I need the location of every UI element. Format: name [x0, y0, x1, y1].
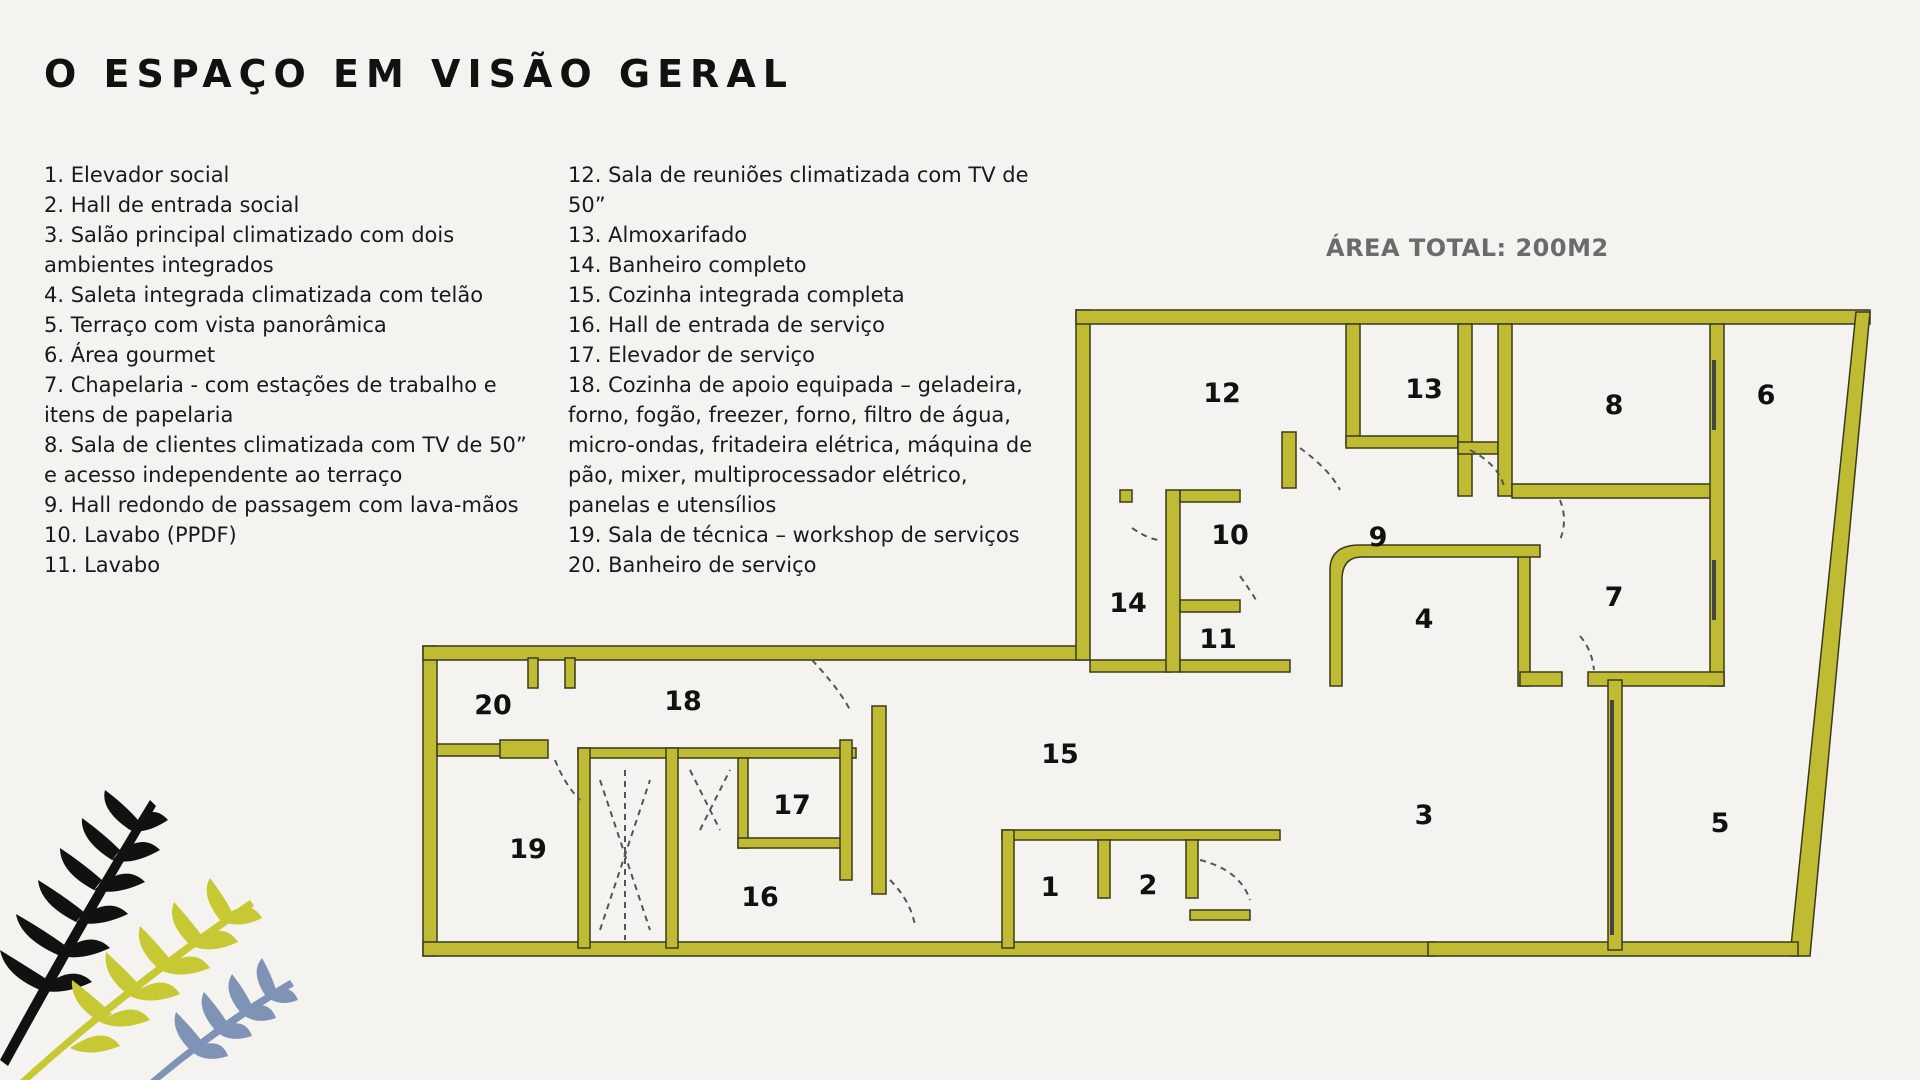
floor-plan-walls — [423, 310, 1870, 956]
room-number: 1 — [1040, 872, 1060, 903]
legend-item: 8. Sala de clientes climatizada com TV de 50” e acesso independente ao terraço — [44, 433, 527, 487]
room-number: 17 — [773, 790, 811, 821]
legend-item: 16. Hall de entrada de serviço — [568, 313, 885, 337]
room-number: 3 — [1414, 800, 1434, 831]
legend-item: 14. Banheiro completo — [568, 253, 807, 277]
legend-item: 1. Elevador social — [44, 163, 230, 187]
legend-item: 11. Lavabo — [44, 553, 161, 577]
room-number: 15 — [1041, 739, 1079, 770]
legend-item: 15. Cozinha integrada completa — [568, 283, 905, 307]
legend-item: 13. Almoxarifado — [568, 223, 748, 247]
legend-item: 7. Chapelaria - com estações de trabalho e itens de papelaria — [44, 373, 497, 427]
room-number: 16 — [741, 882, 779, 913]
legend-item: 3. Salão principal climatizado com dois ambientes integrados — [44, 223, 455, 277]
page-title: O ESPAÇO EM VISÃO GERAL — [44, 52, 794, 96]
legend-item: 2. Hall de entrada social — [44, 193, 300, 217]
legend-item: 10. Lavabo (PPDF) — [44, 523, 237, 547]
room-number: 20 — [474, 690, 512, 721]
legend-item: 19. Sala de técnica – workshop de serviços — [568, 523, 1020, 547]
room-number: 19 — [509, 834, 547, 865]
legend-item: 18. Cozinha de apoio equipada – geladeira, forno, fogão, freezer, forno, filtro de água, micro-ondas, fritadeira elétrica, máquina de pão, mixer, multiprocessador elétrico, panelas e utensílios — [568, 373, 1033, 517]
room-number: 8 — [1604, 390, 1624, 421]
legend-item: 5. Terraço com vista panorâmica — [44, 313, 387, 337]
room-number: 4 — [1414, 604, 1434, 635]
legend-item: 6. Área gourmet — [44, 343, 216, 367]
total-area-label: ÁREA TOTAL: 200M2 — [1326, 234, 1609, 262]
legend-item: 4. Saleta integrada climatizada com telão — [44, 283, 484, 307]
palm-leaf-decoration — [0, 790, 298, 1080]
room-number: 14 — [1109, 588, 1147, 619]
room-number: 13 — [1405, 374, 1443, 405]
legend-item: 9. Hall redondo de passagem com lava-mãos — [44, 493, 519, 517]
legend-item: 17. Elevador de serviço — [568, 343, 815, 367]
room-number: 18 — [664, 686, 702, 717]
glass-panels — [1612, 360, 1714, 935]
room-number: 10 — [1211, 520, 1249, 551]
door-swings — [555, 448, 1594, 940]
room-number: 2 — [1138, 870, 1158, 901]
room-number: 6 — [1756, 380, 1776, 411]
room-number: 11 — [1199, 624, 1237, 655]
room-number: 9 — [1368, 522, 1388, 553]
room-number: 12 — [1203, 378, 1241, 409]
legend-item: 12. Sala de reuniões climatizada com TV de 50” — [568, 163, 1029, 217]
room-number: 5 — [1710, 808, 1730, 839]
legend-item: 20. Banheiro de serviço — [568, 553, 817, 577]
room-number: 7 — [1604, 582, 1624, 613]
